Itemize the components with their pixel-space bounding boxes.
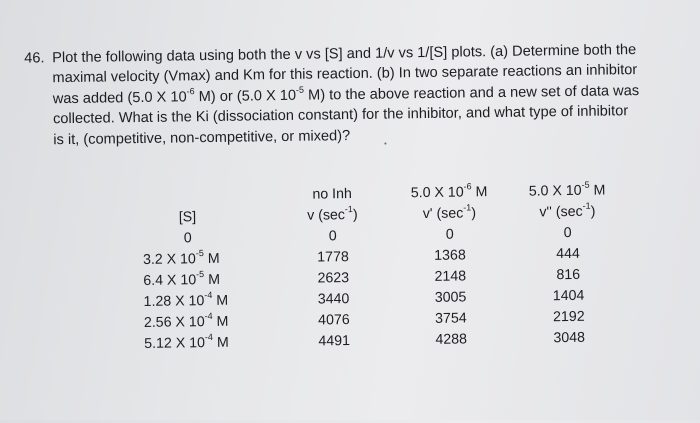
- velocity-value: 0: [328, 228, 337, 245]
- question-number: 46.: [24, 50, 45, 67]
- velocity-value: 1404: [552, 287, 585, 305]
- question-line: is it, (competitive, non-competitive, or mixed)?: [53, 127, 351, 148]
- substrate-value: 1.28 X $10^{-4}$ M: [143, 290, 229, 310]
- velocity-value: 2623: [317, 270, 350, 287]
- velocity-value: 3754: [434, 310, 467, 327]
- question-line: Plot the following data using both the v vs [S] and 1/v vs 1/[S] plots. (a) Determine both the: [52, 42, 637, 67]
- velocity-header: v $(\sec^{-1})$: [307, 204, 358, 224]
- velocity-value: 1778: [317, 249, 349, 266]
- inhibitor-low-header: 5.0 X $10^{-6}$ M: [410, 181, 488, 202]
- velocity-value: 2192: [552, 308, 585, 326]
- question-text: [52, 40, 675, 151]
- velocity-value: 0: [563, 224, 572, 242]
- substrate-value: 0: [183, 230, 192, 247]
- velocity-prime-header: v' $(\sec^{-1})$: [422, 202, 477, 223]
- velocity-value: 4491: [318, 333, 351, 350]
- substrate-header: [S]: [178, 209, 197, 226]
- inhibitor-high-header: 5.0 X $10^{-5}$ M: [528, 179, 606, 200]
- velocity-value: 1368: [434, 247, 466, 264]
- substrate-value: 5.12 X $10^{-4}$ M: [144, 332, 229, 352]
- stray-mark: [384, 143, 386, 145]
- question-line: collected. What is the Ki (dissociation constant) for the inhibitor, and what type of inhibitor: [52, 103, 629, 128]
- velocity-value: 3048: [553, 329, 586, 347]
- velocity-value: 4288: [435, 331, 468, 348]
- question-line: was added (5.0 X $10^{-6}$ M) or (5.0 X $10^{-5}$ M) to the above reaction and a new set of data was: [52, 82, 640, 108]
- question-block: [24, 40, 675, 151]
- velocity-value: 0: [445, 226, 454, 243]
- velocity-double-prime-header: v'' $(\sec^{-1})$: [539, 200, 596, 221]
- no-inhibitor-column: [292, 184, 374, 353]
- data-table: [2, 179, 700, 352]
- velocity-value: 3440: [317, 291, 350, 308]
- substrate-value: 3.2 X $10^{-5}$ M: [142, 248, 220, 268]
- velocity-value: 2148: [434, 268, 467, 285]
- substrate-value: 2.56 X $10^{-4}$ M: [143, 311, 229, 331]
- velocity-value: 3005: [434, 289, 467, 306]
- no-inhibitor-header: no Inh: [312, 186, 352, 203]
- inhibitor-low-column: [400, 182, 500, 351]
- velocity-value: 816: [556, 266, 581, 284]
- substrate-value: 6.4 X $10^{-5}$ M: [143, 269, 221, 289]
- question-line: maximal velocity (Vmax) and Km for this reaction. (b) In two separate reactions an inhibitor: [52, 62, 638, 87]
- substrate-column: [142, 186, 244, 355]
- inhibitor-high-column: [518, 180, 618, 349]
- velocity-value: 4076: [318, 312, 350, 329]
- velocity-value: 444: [556, 245, 580, 263]
